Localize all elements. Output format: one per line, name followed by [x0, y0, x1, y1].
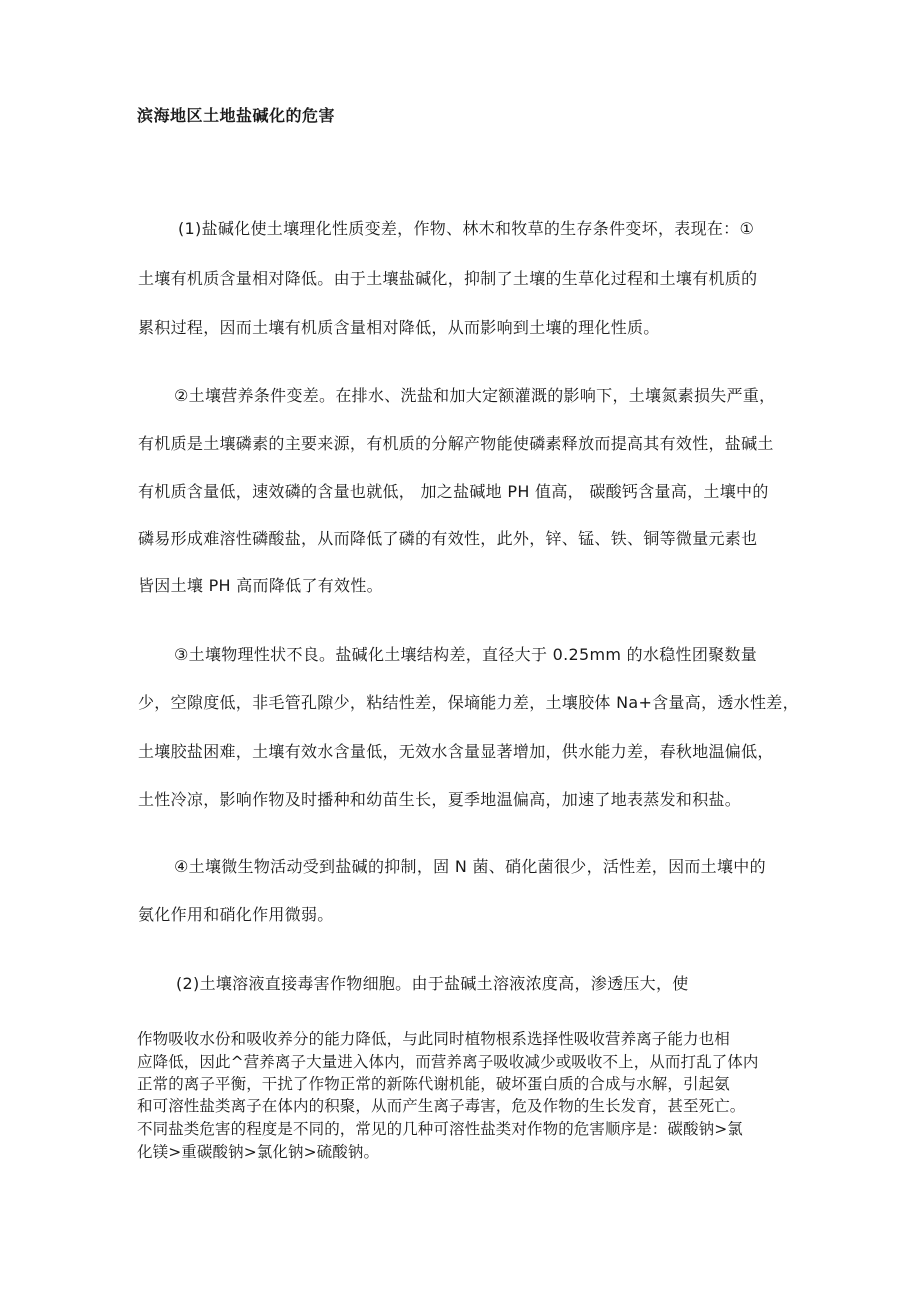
- body-line: 有机质含量低，速效磷的含量也就低， 加之盐碱地 PH 值高， 碳酸钙含量高，土壤中的: [138, 482, 769, 501]
- document-title: 滨海地区土地盐碱化的危害: [137, 106, 336, 125]
- body-line: 少，空隙度低，非毛管孔隙少，粘结性差，保墒能力差，土壤胶体 Na+含量高，透水性差，: [138, 693, 799, 712]
- dense-line: 应降低，因此^营养离子大量进入体内，而营养离子吸收减少或吸收不上，从而打乱了体内: [137, 1053, 759, 1071]
- body-line: 氨化作用和硝化作用微弱。: [138, 905, 334, 924]
- body-line: 磷易形成难溶性磷酸盐，从而降低了磷的有效性，此外，锌、锰、铁、铜等微量元素也: [138, 529, 758, 548]
- body-line: 土壤有机质含量相对降低。由于土壤盐碱化，抑制了土壤的生草化过程和土壤有机质的: [138, 269, 758, 288]
- body-line: 土性冷凉，影响作物及时播种和幼苗生长，夏季地温偏高，加速了地表蒸发和积盐。: [138, 790, 742, 809]
- dense-line: 正常的离子平衡，干扰了作物正常的新陈代谢机能，破坏蛋白质的合成与水解，引起氨: [137, 1075, 730, 1093]
- body-line: ②土壤营养条件变差。在排水、洗盐和加大定额灌溉的影响下，土壤氮素损失严重，: [174, 386, 776, 405]
- dense-line: 化镁>重碳酸钠>氯化钠>硫酸钠。: [137, 1143, 380, 1161]
- dense-line: 作物吸收水份和吸收养分的能力降低，与此同时植物根系选择性吸收营养离子能力也相: [137, 1030, 730, 1048]
- body-line: 皆因土壤 PH 高而降低了有效性。: [138, 576, 383, 595]
- dense-line: 不同盐类危害的程度是不同的，常见的几种可溶性盐类对作物的危害顺序是：碳酸钠>氯: [137, 1120, 743, 1138]
- body-line: ④土壤微生物活动受到盐碱的抑制，固 N 菌、硝化菌很少，活性差，因而土壤中的: [174, 857, 766, 876]
- dense-line: 和可溶性盐类离子在体内的积聚，从而产生离子毒害，危及作物的生长发育，甚至死亡。: [137, 1097, 746, 1115]
- body-line: (1)盐碱化使土壤理化性质变差，作物、林木和牧草的生存条件变坏，表现在：①: [178, 219, 755, 238]
- body-line: 有机质是土壤磷素的主要来源，有机质的分解产物能使磷素释放而提高其有效性，盐碱土: [138, 434, 774, 453]
- body-line: 土壤胶盐困难，土壤有效水含量低，无效水含量显著增加，供水能力差，春秋地温偏低，: [138, 742, 774, 761]
- body-line: 累积过程，因而土壤有机质含量相对降低，从而影响到土壤的理化性质。: [138, 318, 660, 337]
- body-line: (2)土壤溶液直接毒害作物细胞。由于盐碱土溶液浓度高，渗透压大，使: [176, 974, 689, 993]
- body-line: ③土壤物理性状不良。盐碱化土壤结构差，直径大于 0.25mm 的水稳性团聚数量: [174, 645, 758, 664]
